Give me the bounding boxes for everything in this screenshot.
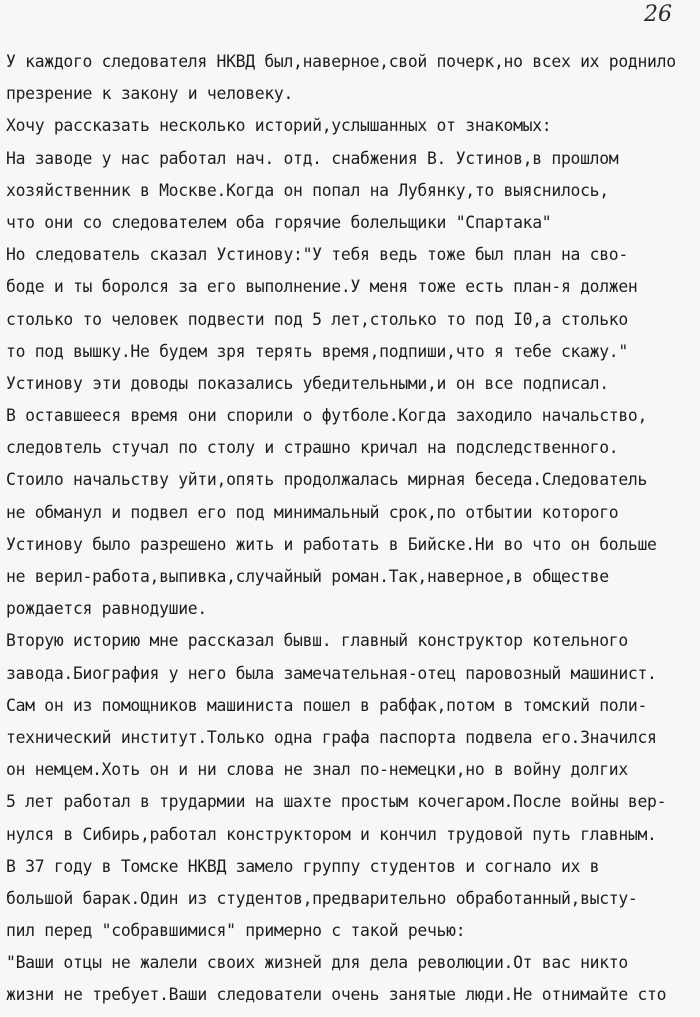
text-line: то под вышку.Не будем зря терять время,подпиши,что я тебе скажу." bbox=[6, 341, 628, 361]
text-line: он немцем.Хоть он и ни слова не знал по-немецки,но в войну долгих bbox=[6, 760, 628, 780]
text-line: не обманул и подвел его под минимальный срок,по отбытии которого bbox=[6, 502, 619, 522]
text-line: "Ваши отцы не жалели своих жизней для дела революции.От вас никто bbox=[6, 953, 628, 973]
text-line: На заводе у нас работал нач. отд. снабжения В. Устинов,в прошлом bbox=[6, 148, 619, 168]
text-line: У каждого следователя НКВД был,наверное,свой почерк,но всех их роднило bbox=[6, 52, 676, 71]
text-line: завода.Биография у него была замечательная-отец паровозный машинист. bbox=[6, 663, 657, 683]
text-line: столько то человек подвести под 5 лет,столько то под I0,а столько bbox=[6, 309, 628, 329]
text-line: боде и ты боролся за его выполнение.У меня тоже есть план-я должен bbox=[6, 277, 638, 297]
text-line: большой барак.Один из студентов,предварительно обработанный,высту- bbox=[6, 888, 638, 908]
text-line: В 37 году в Томске НКВД замело группу студентов и согнало их в bbox=[6, 856, 600, 876]
text-line: Хочу рассказать несколько историй,услышанных от знакомых: bbox=[6, 116, 552, 136]
text-line: Вторую историю мне рассказал бывш. главный конструктор котельного bbox=[6, 631, 628, 651]
text-line: Но следователь сказал Устинову:"У тебя ведь тоже был план на сво- bbox=[6, 245, 628, 265]
text-line: хозяйственник в Москве.Когда он попал на Лубянку,то выяснилось, bbox=[6, 180, 609, 200]
text-line: технический институт.Только одна графа паспорта подвела его.Значился bbox=[6, 727, 657, 747]
text-line: Стоило начальству уйти,опять продолжалась мирная беседа.Следователь bbox=[6, 470, 648, 490]
text-line: В оставшееся время они спорили о футболе.Когда заходило начальство, bbox=[6, 406, 648, 426]
text-line: не верил-работа,выпивка,случайный роман.Так,наверное,в обществе bbox=[6, 567, 609, 586]
page-number: 26 bbox=[644, 2, 672, 27]
text-line: презрение к закону и человеку. bbox=[6, 84, 294, 104]
text-line: 5 лет работал в трудармии на шахте простым кочегаром.После войны вер- bbox=[6, 792, 667, 812]
text-line: Сам он из помощников машиниста пошел в рабфак,потом в томский поли- bbox=[6, 695, 648, 715]
text-line: что они со следователем оба горячие болельщики "Спартака" bbox=[6, 212, 552, 232]
text-line: рождается равнодушие. bbox=[6, 599, 207, 619]
text-line: нулся в Сибирь,работал конструктором и кончил трудовой путь главным. bbox=[6, 824, 657, 844]
text-line: жизни не требует.Ваши следователи очень занятые люди.Не отнимайте сто bbox=[6, 985, 667, 1005]
typewritten-text bbox=[6, 46, 700, 1012]
text-line: Устинову эти доводы показались убедительными,и он все подписал. bbox=[6, 373, 609, 393]
text-line: следовтель стучал по столу и страшно кричал на подследственного. bbox=[6, 438, 619, 458]
text-line: Устинову было разрешено жить и работать в Бийске.Ни во что он больше bbox=[6, 534, 657, 554]
text-line: пил перед "собравшимися" примерно с такой речью: bbox=[6, 921, 466, 941]
